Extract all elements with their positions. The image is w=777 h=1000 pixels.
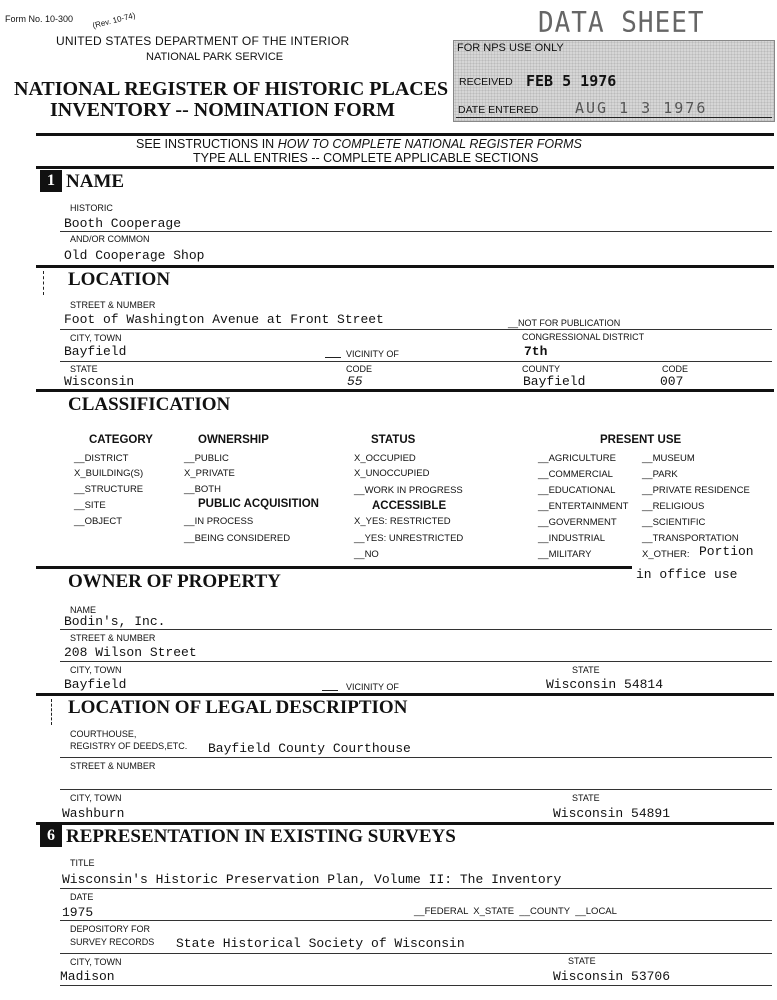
category-item: __SITE bbox=[74, 500, 106, 511]
ownership-item: X_PRIVATE bbox=[184, 468, 235, 479]
owner-street-label: STREET & NUMBER bbox=[70, 633, 156, 643]
other-use-value-cont: in office use bbox=[636, 567, 738, 582]
owner-state-label: STATE bbox=[572, 665, 600, 675]
owner-name: Bodin's, Inc. bbox=[64, 614, 166, 629]
received-label: RECEIVED bbox=[459, 76, 513, 88]
common-label: AND/OR COMMON bbox=[70, 234, 150, 244]
city-label: CITY, TOWN bbox=[70, 333, 122, 343]
public-acquisition-head: PUBLIC ACQUISITION bbox=[198, 498, 319, 510]
vicinity-blank bbox=[325, 357, 341, 358]
county-code-label: CODE bbox=[662, 364, 689, 374]
state-label: STATE bbox=[70, 364, 98, 374]
section-classification-heading: CLASSIFICATION bbox=[68, 394, 231, 415]
field-line bbox=[60, 231, 772, 232]
use-item: __MILITARY bbox=[538, 549, 592, 560]
category-item: __OBJECT bbox=[74, 516, 123, 527]
other-use-value: Portion bbox=[699, 544, 754, 559]
survey-records-label: SURVEY RECORDS bbox=[70, 937, 155, 947]
use-item: __MUSEUM bbox=[642, 453, 695, 464]
divider bbox=[36, 166, 774, 169]
field-line bbox=[60, 329, 772, 330]
survey-date-label: DATE bbox=[70, 892, 94, 902]
section-name-heading: 1 NAME bbox=[40, 170, 124, 193]
form-title-line1: NATIONAL REGISTER OF HISTORIC PLACES bbox=[14, 78, 449, 100]
field-line bbox=[60, 629, 772, 630]
location-city: Bayfield bbox=[64, 344, 127, 359]
received-stamp: FEB 5 1976 bbox=[526, 72, 617, 90]
use-item: __GOVERNMENT bbox=[538, 517, 617, 528]
survey-title-label: TITLE bbox=[70, 858, 95, 868]
date-entered-stamp: AUG 1 3 1976 bbox=[575, 99, 708, 117]
divider bbox=[36, 389, 774, 392]
location-state: Wisconsin bbox=[64, 374, 135, 389]
ownership-head: OWNERSHIP bbox=[198, 434, 269, 446]
owner-city: Bayfield bbox=[64, 677, 127, 692]
courthouse-value: Bayfield County Courthouse bbox=[208, 741, 411, 756]
survey-date: 1975 bbox=[62, 905, 94, 920]
use-item: __SCIENTIFIC bbox=[642, 517, 706, 528]
status-item: X_UNOCCUPIED bbox=[354, 468, 430, 479]
instructions-line1: SEE INSTRUCTIONS IN HOW TO COMPLETE NATIONAL REGISTER FORMS bbox=[136, 137, 582, 151]
use-item: __COMMERCIAL bbox=[538, 469, 613, 480]
use-item: __ENTERTAINMENT bbox=[538, 501, 629, 512]
code-label: CODE bbox=[346, 364, 373, 374]
location-street: Foot of Washington Avenue at Front Street bbox=[64, 312, 384, 327]
form-number: Form No. 10-300 bbox=[5, 14, 74, 24]
courthouse-label: COURTHOUSE, bbox=[70, 729, 137, 739]
ownership-item: __BOTH bbox=[184, 484, 221, 495]
section-surveys-heading: 6 REPRESENTATION IN EXISTING SURVEYS bbox=[40, 825, 456, 848]
congressional-district: 7th bbox=[524, 344, 548, 359]
legal-state-label: STATE bbox=[572, 793, 600, 803]
owner-city-label: CITY, TOWN bbox=[70, 665, 122, 675]
present-use-head: PRESENT USE bbox=[600, 434, 682, 446]
form-title-line2: INVENTORY -- NOMINATION FORM bbox=[50, 99, 396, 121]
use-item: __INDUSTRIAL bbox=[538, 533, 606, 544]
vicinity-label: VICINITY OF bbox=[346, 682, 399, 692]
category-item: X_BUILDING(S) bbox=[74, 468, 144, 479]
not-for-publication: __NOT FOR PUBLICATION bbox=[508, 318, 621, 328]
survey-state: Wisconsin 53706 bbox=[553, 969, 671, 984]
survey-city: Madison bbox=[60, 969, 115, 984]
status-head: STATUS bbox=[371, 434, 416, 446]
legal-city: Washburn bbox=[62, 806, 125, 821]
owner-state: Wisconsin 54814 bbox=[546, 677, 664, 692]
ownership-item: __PUBLIC bbox=[184, 453, 229, 464]
depository-label: DEPOSITORY FOR bbox=[70, 924, 151, 934]
county-label: COUNTY bbox=[522, 364, 560, 374]
department-name: UNITED STATES DEPARTMENT OF THE INTERIOR bbox=[56, 34, 350, 48]
divider bbox=[36, 693, 774, 696]
survey-levels: __FEDERAL X_STATE __COUNTY __LOCAL bbox=[414, 906, 617, 917]
accessible-item: __NO bbox=[354, 549, 379, 560]
legal-city-label: CITY, TOWN bbox=[70, 793, 122, 803]
state-code: 55 bbox=[347, 374, 363, 389]
use-item: __PARK bbox=[642, 469, 678, 480]
section-location-heading: LOCATION bbox=[68, 269, 171, 290]
data-sheet-stamp: DATA SHEET bbox=[538, 6, 705, 40]
accessible-head: ACCESSIBLE bbox=[372, 500, 447, 512]
service-name: NATIONAL PARK SERVICE bbox=[146, 51, 284, 63]
accessible-item: __YES: UNRESTRICTED bbox=[354, 533, 464, 544]
field-line bbox=[60, 789, 772, 790]
use-item: __TRANSPORTATION bbox=[642, 533, 739, 544]
field-line bbox=[60, 361, 772, 362]
instructions-line2: TYPE ALL ENTRIES -- COMPLETE APPLICABLE SECTIONS bbox=[193, 151, 539, 165]
acquisition-item: __IN PROCESS bbox=[184, 516, 254, 527]
survey-city-label: CITY, TOWN bbox=[70, 957, 122, 967]
survey-title: Wisconsin's Historic Preservation Plan, Volume II: The Inventory bbox=[62, 872, 562, 887]
accessible-item: X_YES: RESTRICTED bbox=[354, 516, 451, 527]
section-owner-heading: OWNER OF PROPERTY bbox=[68, 571, 281, 592]
legal-state: Wisconsin 54891 bbox=[553, 806, 671, 821]
street-label: STREET & NUMBER bbox=[70, 300, 156, 310]
margin-bar bbox=[51, 699, 52, 725]
divider bbox=[36, 265, 774, 268]
divider bbox=[36, 133, 774, 136]
date-entered-line bbox=[456, 117, 772, 118]
use-item: X_OTHER: bbox=[642, 549, 690, 560]
historic-name: Booth Cooperage bbox=[64, 216, 182, 231]
congressional-district-label: CONGRESSIONAL DISTRICT bbox=[522, 332, 645, 342]
use-item: __RELIGIOUS bbox=[642, 501, 705, 512]
field-line bbox=[60, 920, 772, 921]
nps-use-label: FOR NPS USE ONLY bbox=[457, 42, 564, 54]
historic-label: HISTORIC bbox=[70, 203, 113, 213]
field-line bbox=[60, 953, 772, 954]
use-item: __PRIVATE RESIDENCE bbox=[642, 485, 750, 496]
vicinity-label: VICINITY OF bbox=[346, 349, 399, 359]
field-line bbox=[60, 985, 772, 986]
common-name: Old Cooperage Shop bbox=[64, 248, 205, 263]
depository-value: State Historical Society of Wisconsin bbox=[176, 936, 465, 951]
category-head: CATEGORY bbox=[89, 434, 153, 446]
field-line bbox=[60, 888, 772, 889]
legal-street-label: STREET & NUMBER bbox=[70, 761, 156, 771]
vicinity-blank bbox=[322, 690, 338, 691]
category-item: __STRUCTURE bbox=[74, 484, 144, 495]
owner-name-label: NAME bbox=[70, 605, 97, 615]
acquisition-item: __BEING CONSIDERED bbox=[184, 533, 291, 544]
status-item: __WORK IN PROGRESS bbox=[354, 485, 463, 496]
location-county: Bayfield bbox=[523, 374, 586, 389]
field-line bbox=[60, 757, 772, 758]
form-revision: (Rev. 10-74) bbox=[91, 10, 137, 31]
section-legal-heading: LOCATION OF LEGAL DESCRIPTION bbox=[68, 697, 408, 718]
divider bbox=[36, 566, 632, 569]
registry-label: REGISTRY OF DEEDS,ETC. bbox=[70, 741, 188, 751]
owner-street: 208 Wilson Street bbox=[64, 645, 197, 660]
margin-bar bbox=[43, 271, 44, 295]
use-item: __AGRICULTURE bbox=[538, 453, 616, 464]
date-entered-label: DATE ENTERED bbox=[458, 104, 539, 116]
status-item: X_OCCUPIED bbox=[354, 453, 416, 464]
category-item: __DISTRICT bbox=[74, 453, 129, 464]
use-item: __EDUCATIONAL bbox=[538, 485, 616, 496]
survey-state-label: STATE bbox=[568, 956, 596, 966]
county-code: 007 bbox=[660, 374, 684, 389]
field-line bbox=[60, 661, 772, 662]
